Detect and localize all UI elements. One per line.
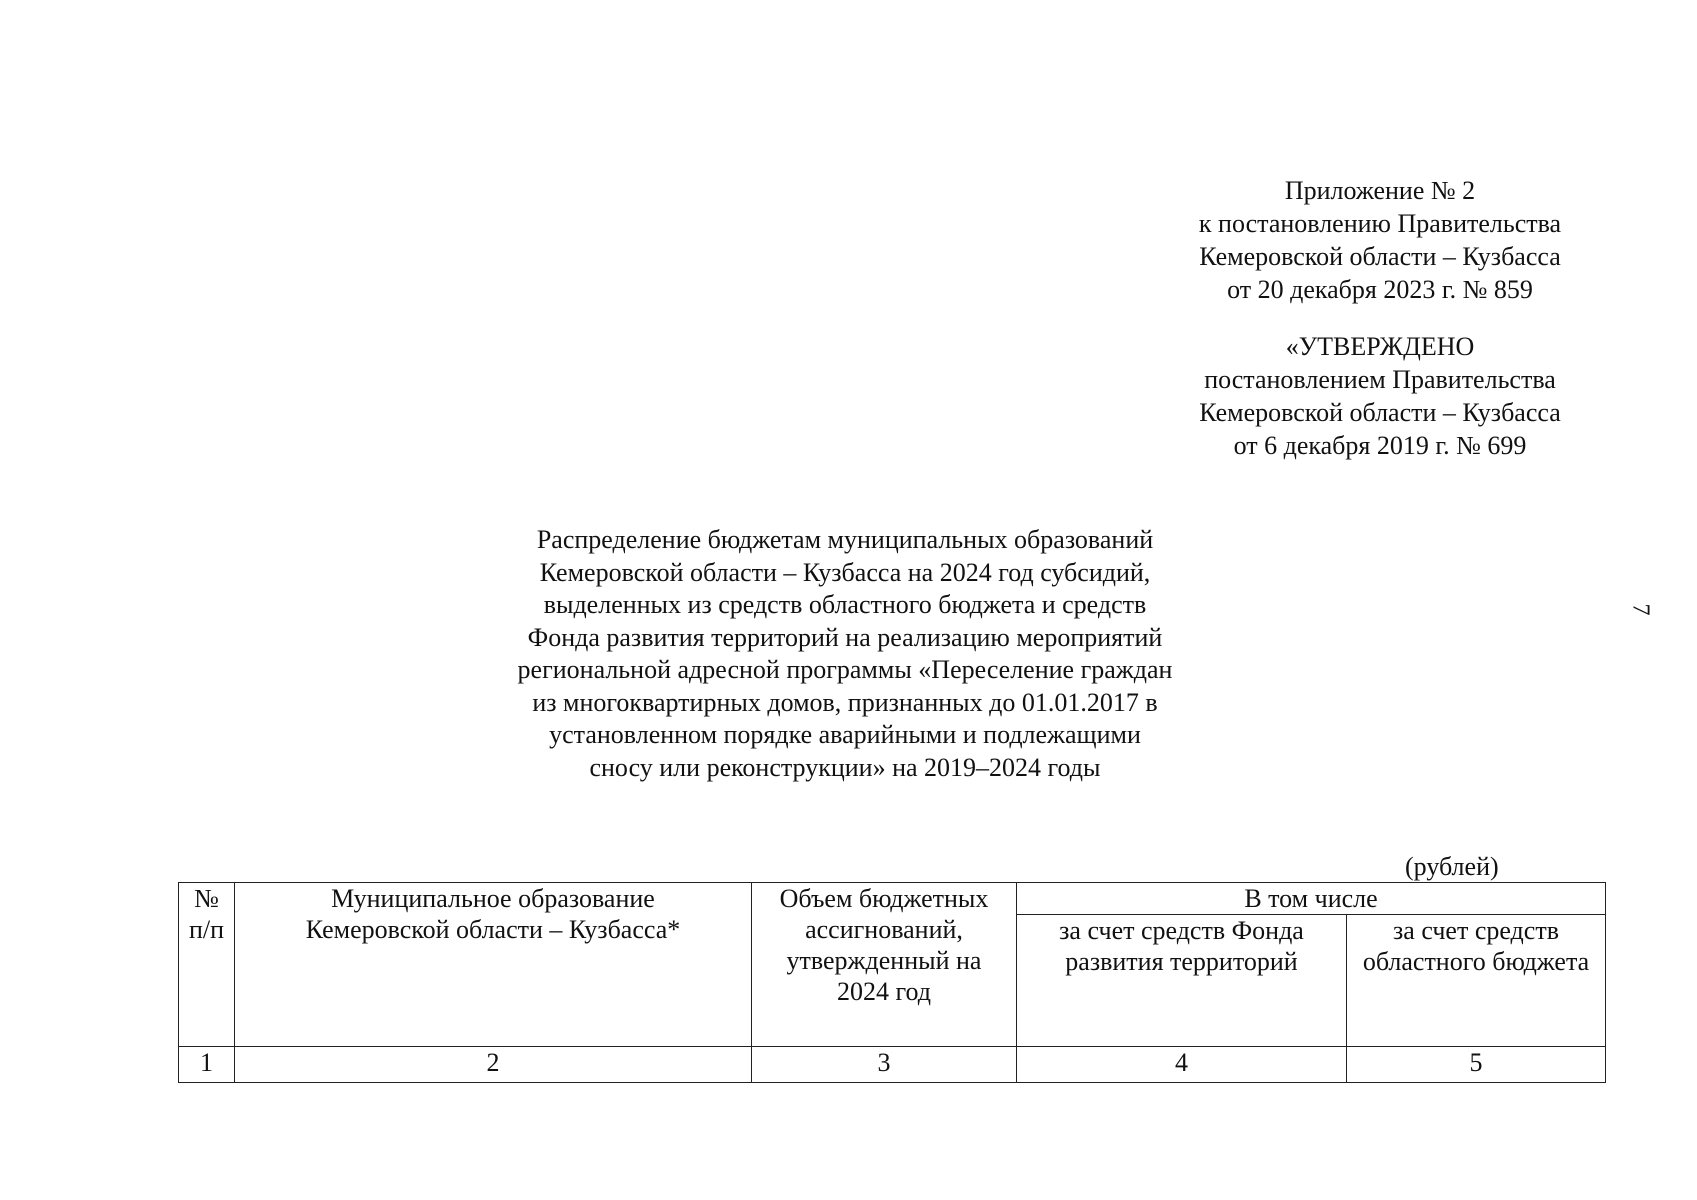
document-title — [460, 524, 1230, 784]
column-number-row — [179, 1047, 1606, 1083]
unit-note: (рублей) — [1405, 852, 1499, 881]
header-including: В том числе — [1017, 883, 1606, 915]
column-number: 4 — [1017, 1047, 1347, 1083]
title-line: Кемеровской области – Кузбасса на 2024 год субсидий, — [539, 557, 1151, 587]
column-number: 3 — [752, 1047, 1017, 1083]
title-line: выделенных из средств областного бюджета и средств — [543, 590, 1147, 619]
approved-line-3: Кемеровской области – Кузбасса — [1199, 398, 1561, 427]
table-header-row — [179, 883, 1606, 915]
approved-line-2: постановлением Правительства — [1204, 365, 1556, 394]
header-volume: Объем бюджетных ассигнований, утвержденный на 2024 год — [752, 883, 1017, 1047]
header-regional: за счет средств областного бюджета — [1347, 915, 1606, 1047]
appendix-line-3: Кемеровской области – Кузбасса — [1199, 242, 1561, 271]
title-line: установленном порядке аварийными и подлежащими — [549, 720, 1141, 749]
header-municipality: Муниципальное образование Кемеровской области – Кузбасса* — [235, 883, 752, 1047]
approved-line-4: от 6 декабря 2019 г. № 699 — [1233, 431, 1527, 460]
appendix-line-1: Приложение № 2 — [1284, 176, 1476, 205]
spacer — [1170, 306, 1590, 330]
page-number: 7 — [1627, 603, 1654, 616]
column-number: 5 — [1347, 1047, 1606, 1083]
approved-line-1: «УТВЕРЖДЕНО — [1285, 332, 1475, 361]
title-line: Распределение бюджетам муниципальных образований — [536, 525, 1154, 554]
column-number: 1 — [179, 1047, 235, 1083]
title-line: Фонда развития территорий на реализацию мероприятий — [527, 622, 1163, 652]
appendix-line-4: от 20 декабря 2023 г. № 859 — [1227, 275, 1533, 304]
header-fund: за счет средств Фонда развития территорий — [1017, 915, 1347, 1047]
title-line: региональной адресной программы «Переселение граждан — [517, 655, 1173, 684]
column-number: 2 — [235, 1047, 752, 1083]
approval-block — [1170, 174, 1590, 462]
title-line: сносу или реконструкции» на 2019–2024 годы — [589, 752, 1101, 782]
distribution-table — [178, 882, 1606, 1083]
header-no: № п/п — [179, 883, 235, 1047]
title-line: из многоквартирных домов, признанных до 01.01.2017 в — [532, 687, 1158, 717]
appendix-line-2: к постановлению Правительства — [1198, 209, 1562, 238]
